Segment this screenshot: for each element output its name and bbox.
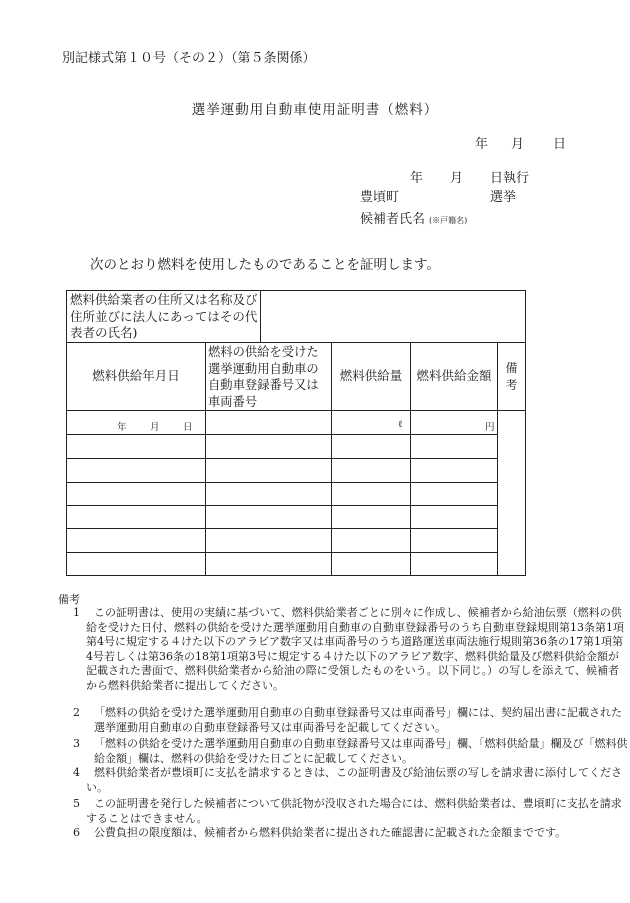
certification-statement: 次のとおり燃料を使用したものであることを証明します。 [90, 257, 440, 273]
issue-month-label: 月 [511, 137, 525, 152]
note-item [58, 606, 628, 694]
note-text: この証明書は、使用の実績に基づいて、燃料供給業者ごとに別々に作成し、候補者から給油伝票（燃料の供給を受けた日付、燃料の供給を受けた選挙運動用自動車の自動車登録番号のうち自動車登録規則第13条第1項第4号に規定する４けた以下のアラビア数字又は車両番号のうち道路運送車両法施行規則第36条の17第1項第4号若しくは第36条の18第1項第3号に規定する４けた以下のアラビア数字、燃料供給量及び燃料供給金額が記載された書面で、燃料供給業者から給油の際に受領したものをいう。以下同じ。）の写しを添えて、候補者から燃料供給業者に提出してください。 [86, 606, 624, 692]
supplier-label: 燃料供給業者の住所又は名称及び住所並びに法人にあってはその代表者の氏名) [70, 292, 258, 340]
supplier-field[interactable] [262, 292, 524, 340]
row1-month-label: 月 [150, 422, 160, 433]
candidate-note: (※戸籍名) [429, 216, 468, 225]
election-year-label: 年 [410, 171, 424, 186]
note-number: 1 [73, 606, 80, 619]
election-date [410, 167, 529, 186]
header-supply-price: 燃料供給金額 [416, 368, 492, 384]
election-month-label: 月 [450, 171, 464, 186]
note-item [58, 766, 628, 796]
note-number: 6 [73, 826, 80, 839]
header-supply-amount: 燃料供給量 [339, 368, 403, 384]
form-number: 別記様式第１０号（その２）（第５条関係） [62, 51, 316, 66]
election-day-label: 日執行 [490, 171, 530, 186]
note-text: 「燃料の供給を受けた選挙運動用自動車の自動車登録番号又は車両番号」欄、「燃料供給量」欄及び「燃料供給金額」欄は、燃料の供給を受けた日ごとに記載してください。 [94, 737, 628, 765]
note-text: この証明書を発行した候補者について供託物が没収された場合には、燃料供給業者は、豊頃町に支払を請求することはできません。 [86, 797, 622, 825]
candidate-name-line [360, 208, 467, 227]
header-supply-date: 燃料供給年月日 [92, 368, 180, 384]
election-label: 選挙 [490, 190, 517, 205]
candidate-label: 候補者氏名 [360, 212, 426, 227]
header-vehicle-number: 燃料の供給を受けた選挙運動用自動車の自動車登録番号又は車両番号 [208, 345, 319, 409]
issue-date [475, 133, 566, 152]
note-item [58, 797, 628, 827]
row1-day-label: 日 [183, 422, 193, 433]
note-number: 4 [73, 766, 80, 779]
town-name: 豊頃町 [360, 190, 400, 205]
note-item [58, 737, 628, 767]
issue-year-label: 年 [475, 137, 489, 152]
note-item [58, 706, 628, 736]
notes-heading: 備考 [58, 593, 80, 606]
note-text: 公費負担の限度額は、候補者から燃料供給業者に提出された確認書に記載された金額までです。 [94, 826, 567, 839]
row1-yen-unit: 円 [485, 422, 495, 433]
document-title: 選挙運動用自動車使用証明書（燃料） [191, 102, 439, 118]
note-text: 「燃料の供給を受けた選挙運動用自動車の自動車登録番号又は車両番号」欄には、契約届出書に記載された選挙運動用自動車の自動車登録番号又は車両番号を記載してください。 [94, 706, 622, 734]
note-item [58, 826, 628, 856]
row1-year-label: 年 [117, 422, 127, 433]
note-number: 3 [73, 737, 80, 750]
header-remarks: 備 考 [505, 361, 542, 392]
row1-liter-unit: ℓ [398, 419, 403, 430]
note-text: 燃料供給業者が豊頃町に支払を請求するときは、この証明書及び給油伝票の写しを請求書に添付してください。 [86, 766, 622, 794]
issue-day-label: 日 [553, 137, 567, 152]
note-number: 5 [73, 797, 80, 810]
note-number: 2 [73, 706, 80, 719]
